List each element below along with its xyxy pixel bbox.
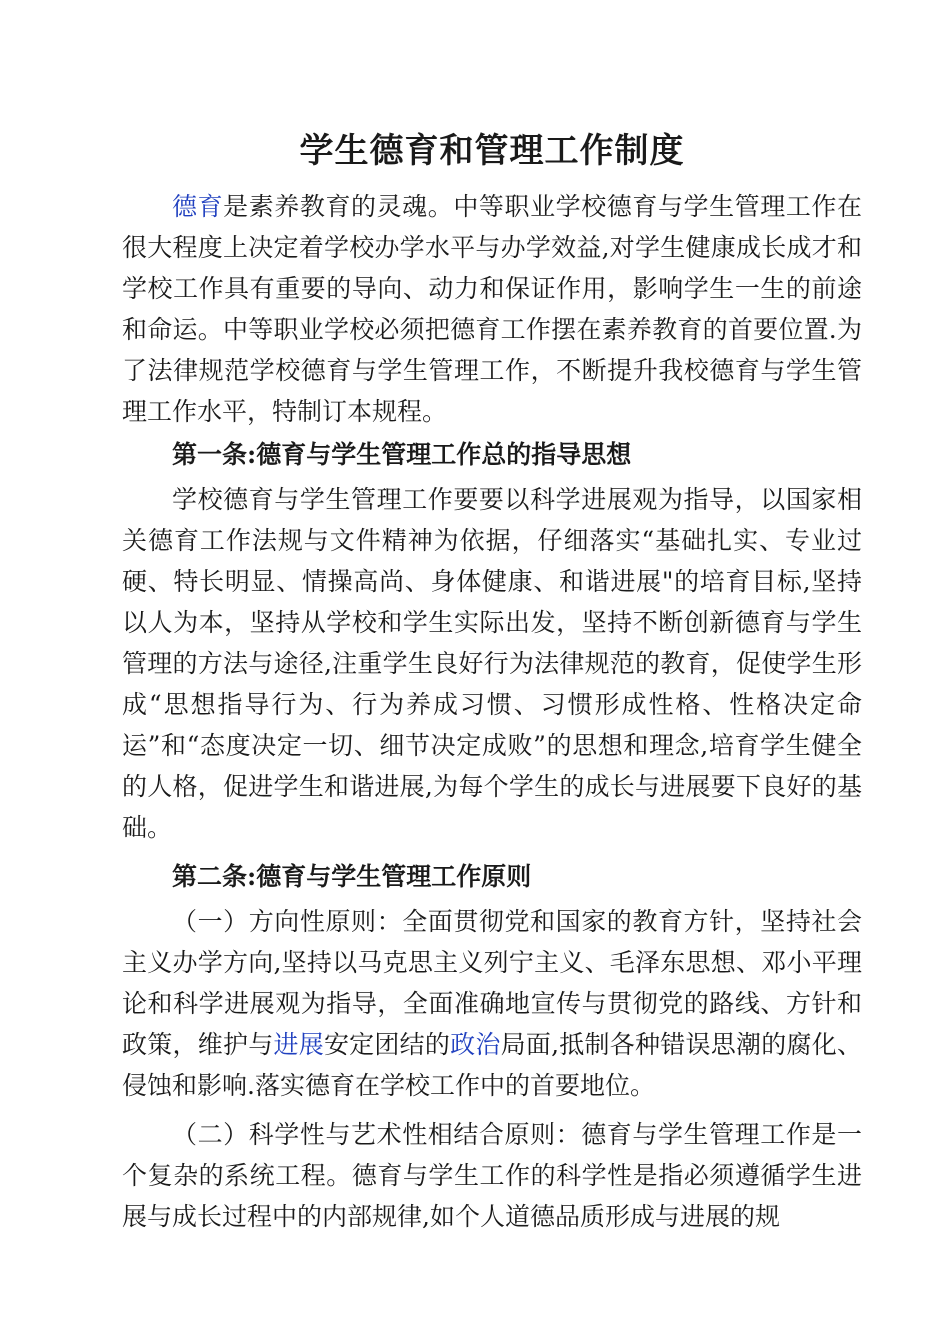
principle-1-text-c: 局面,抵制各种错误思潮的腐化、侵蚀和影响.落实德育在学校工作中的首要地位。 [122, 1030, 862, 1100]
principle-1-paragraph [122, 901, 862, 1106]
zhengzhi-link[interactable]: 政治 [450, 1030, 501, 1059]
document-page [122, 118, 862, 1237]
article-1-paragraph: 学校德育与学生管理工作要要以科学进展观为指导，以国家相关德育工作法规与文件精神为依据，仔细落实“基础扎实、专业过硬、特长明显、情操高尚、身体健康、和谐进展"的培育目标,坚持以人为本，坚持从学校和学生实际出发，坚持不断创新德育与学生管理的方法与途径,注重学生良好行为法律规范的教育，促使学生形成“思想指导行为、行为养成习惯、习惯形成性格、性格决定命运”和“态度决定一切、细节决定成败”的思想和理念,培育学生健全的人格，促进学生和谐进展,为每个学生的成长与进展要下良好的基础。 [122, 485, 862, 842]
article-1-heading: 第一条:德育与学生管理工作总的指导思想 [172, 440, 632, 469]
principle-1-text-b: 安定团结的 [323, 1030, 451, 1059]
principle-1-text-a: （一）方向性原则：全面贯彻党和国家的教育方针，坚持社会主义办学方向,坚持以马克思主义列宁主义、毛泽东思想、邓小平理论和科学进展观为指导，全面准确地宣传与贯彻党的路线、方针和政策，维护与 [122, 907, 862, 1059]
deyu-link[interactable]: 德育 [172, 192, 224, 221]
document-title: 学生德育和管理工作制度 [299, 131, 685, 171]
jinzhan-link[interactable]: 进展 [273, 1030, 324, 1059]
article-2-heading: 第二条:德育与学生管理工作原则 [172, 862, 532, 891]
intro-text: 是素养教育的灵魂。中等职业学校德育与学生管理工作在很大程度上决定着学校办学水平与办学效益,对学生健康成长成才和学校工作具有重要的导向、动力和保证作用，影响学生一生的前途和命运。中等职业学校必须把德育工作摆在素养教育的首要位置.为了法律规范学校德育与学生管理工作，不断提升我校德育与学生管理工作水平，特制订本规程。 [122, 192, 862, 426]
principle-2-paragraph: （二）科学性与艺术性相结合原则：德育与学生管理工作是一个复杂的系统工程。德育与学生工作的科学性是指必须遵循学生进展与成长过程中的内部规律,如个人道德品质形成与进展的规 [122, 1120, 862, 1231]
intro-paragraph [122, 186, 862, 432]
